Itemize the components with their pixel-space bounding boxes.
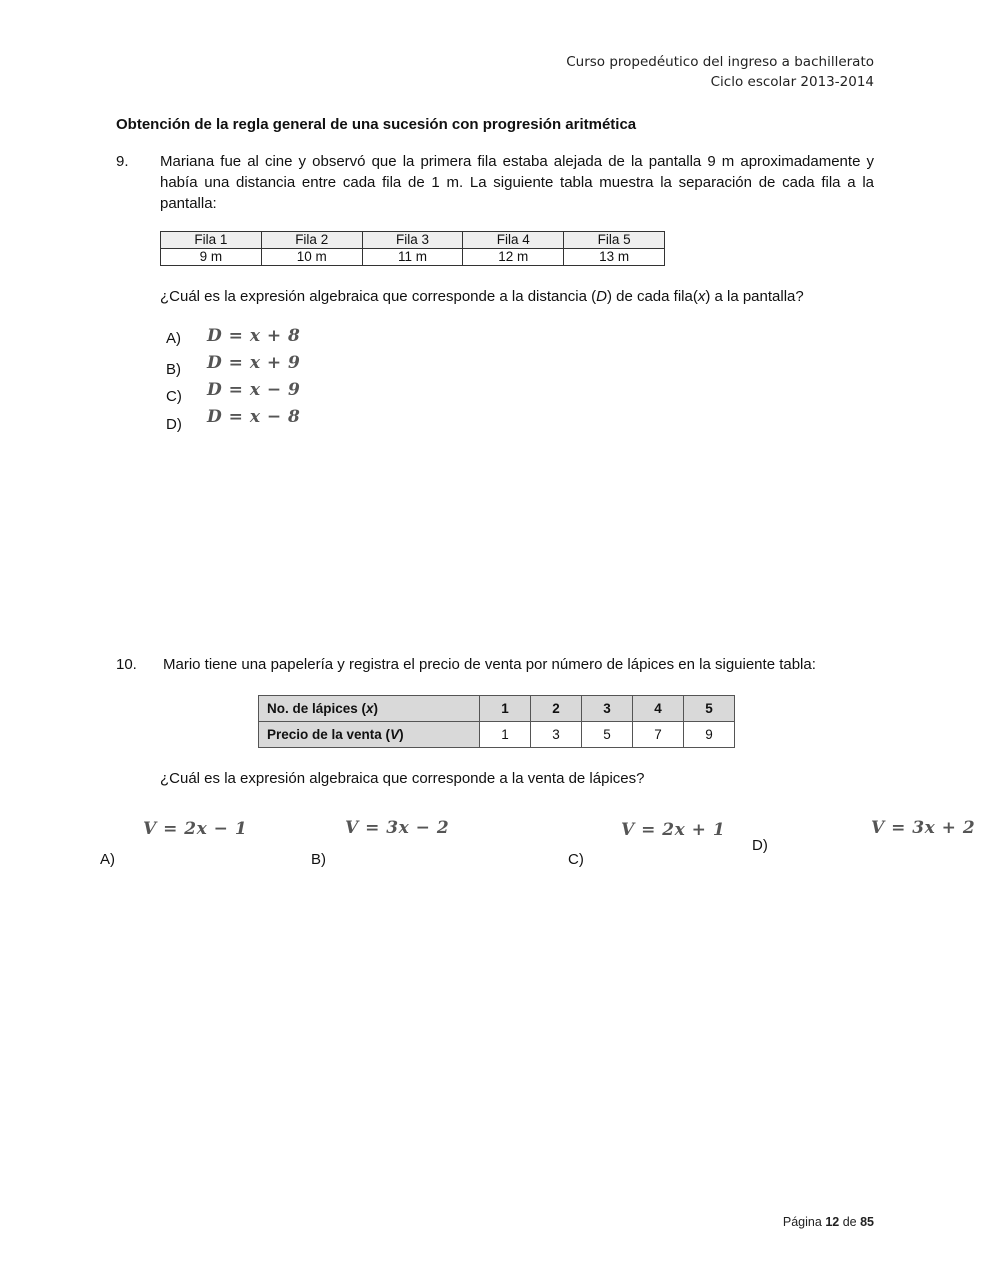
q9-option-d-expr: D = x − 8 <box>207 407 301 427</box>
table-cell: 4 <box>633 696 684 722</box>
table-cell: 3 <box>582 696 633 722</box>
table-cell: 12 m <box>463 249 564 266</box>
q10-option-a-letter: A) <box>100 851 115 868</box>
table-cell: 10 m <box>261 249 362 266</box>
label-text: ) <box>373 701 379 716</box>
label-text: Precio de la venta ( <box>267 727 391 742</box>
q9-option-c-letter: C) <box>166 388 182 405</box>
table-row <box>161 249 665 266</box>
table-cell: Fila 4 <box>463 232 564 249</box>
q10-option-b-letter: B) <box>311 851 326 868</box>
prompt-text: ¿Cuál es la expresión algebraica que corresponde a la distancia ( <box>160 288 597 305</box>
question-9-prompt <box>160 286 804 307</box>
label-var: V <box>390 727 400 742</box>
table-cell: 11 m <box>362 249 463 266</box>
page-footer <box>783 1215 874 1229</box>
pencil-price-table <box>258 695 735 748</box>
q9-option-b-letter: B) <box>166 361 181 378</box>
table-row-label <box>259 696 480 722</box>
q9-option-d-letter: D) <box>166 416 182 433</box>
question-10-number: 10. <box>116 656 137 673</box>
q10-option-b-expr: V = 3x − 2 <box>345 818 450 838</box>
question-9-number: 9. <box>116 153 129 170</box>
page-header <box>566 52 874 92</box>
table-cell: 2 <box>531 696 582 722</box>
q10-option-a-expr: V = 2x − 1 <box>143 819 248 839</box>
table-header-row <box>161 232 665 249</box>
q9-option-a-letter: A) <box>166 330 181 347</box>
table-cell: 5 <box>582 722 633 748</box>
q9-option-a-expr: D = x + 8 <box>207 326 301 346</box>
page-label: Página <box>782 1215 822 1229</box>
q10-option-c-expr: V = 2x + 1 <box>621 820 726 840</box>
q10-option-c-letter: C) <box>568 851 584 868</box>
q9-option-b-expr: D = x + 9 <box>207 353 301 373</box>
table-cell: 7 <box>633 722 684 748</box>
table-cell: Fila 5 <box>564 232 665 249</box>
table-cell: 9 m <box>161 249 262 266</box>
section-title: Obtención de la regla general de una sucesión con progresión aritmética <box>116 116 637 133</box>
prompt-text: ) a la pantalla? <box>705 288 804 305</box>
table-cell: 1 <box>480 696 531 722</box>
table-row <box>259 696 735 722</box>
table-cell: 13 m <box>564 249 665 266</box>
prompt-text: ) de cada fila( <box>606 288 698 305</box>
table-cell: 3 <box>531 722 582 748</box>
total-pages: 85 <box>860 1215 874 1229</box>
school-year: Ciclo escolar 2013-2014 <box>710 74 874 90</box>
prompt-var: D <box>596 288 607 305</box>
q10-option-d-expr: V = 3x + 2 <box>871 818 976 838</box>
label-var: x <box>366 701 374 716</box>
label-text: No. de lápices ( <box>267 701 367 716</box>
label-text: ) <box>399 727 404 742</box>
of-label: de <box>842 1215 857 1229</box>
question-10-text: Mario tiene una papelería y registra el precio de venta por número de lápices en la siguiente tabla: <box>163 656 816 673</box>
question-10-prompt: ¿Cuál es la expresión algebraica que corresponde a la venta de lápices? <box>160 770 645 787</box>
table-row <box>259 722 735 748</box>
question-9-text: Mariana fue al cine y observó que la primera fila estaba alejada de la pantalla 9 m aproximadamente y había una distancia entre cada fila de 1 m. La siguiente tabla muestra la separación de cada fila a la pantalla: <box>160 153 874 212</box>
table-cell: 1 <box>480 722 531 748</box>
prompt-var: x <box>697 288 706 305</box>
table-cell: Fila 2 <box>261 232 362 249</box>
table-cell: Fila 1 <box>161 232 262 249</box>
table-cell: 5 <box>684 696 735 722</box>
table-row-label <box>259 722 480 748</box>
table-cell: Fila 3 <box>362 232 463 249</box>
rows-distance-table <box>160 231 665 266</box>
q10-option-d-letter: D) <box>752 837 768 854</box>
q9-option-c-expr: D = x − 9 <box>207 380 301 400</box>
page-number: 12 <box>825 1215 840 1229</box>
table-cell: 9 <box>684 722 735 748</box>
course-title: Curso propedéutico del ingreso a bachillerato <box>566 54 874 70</box>
